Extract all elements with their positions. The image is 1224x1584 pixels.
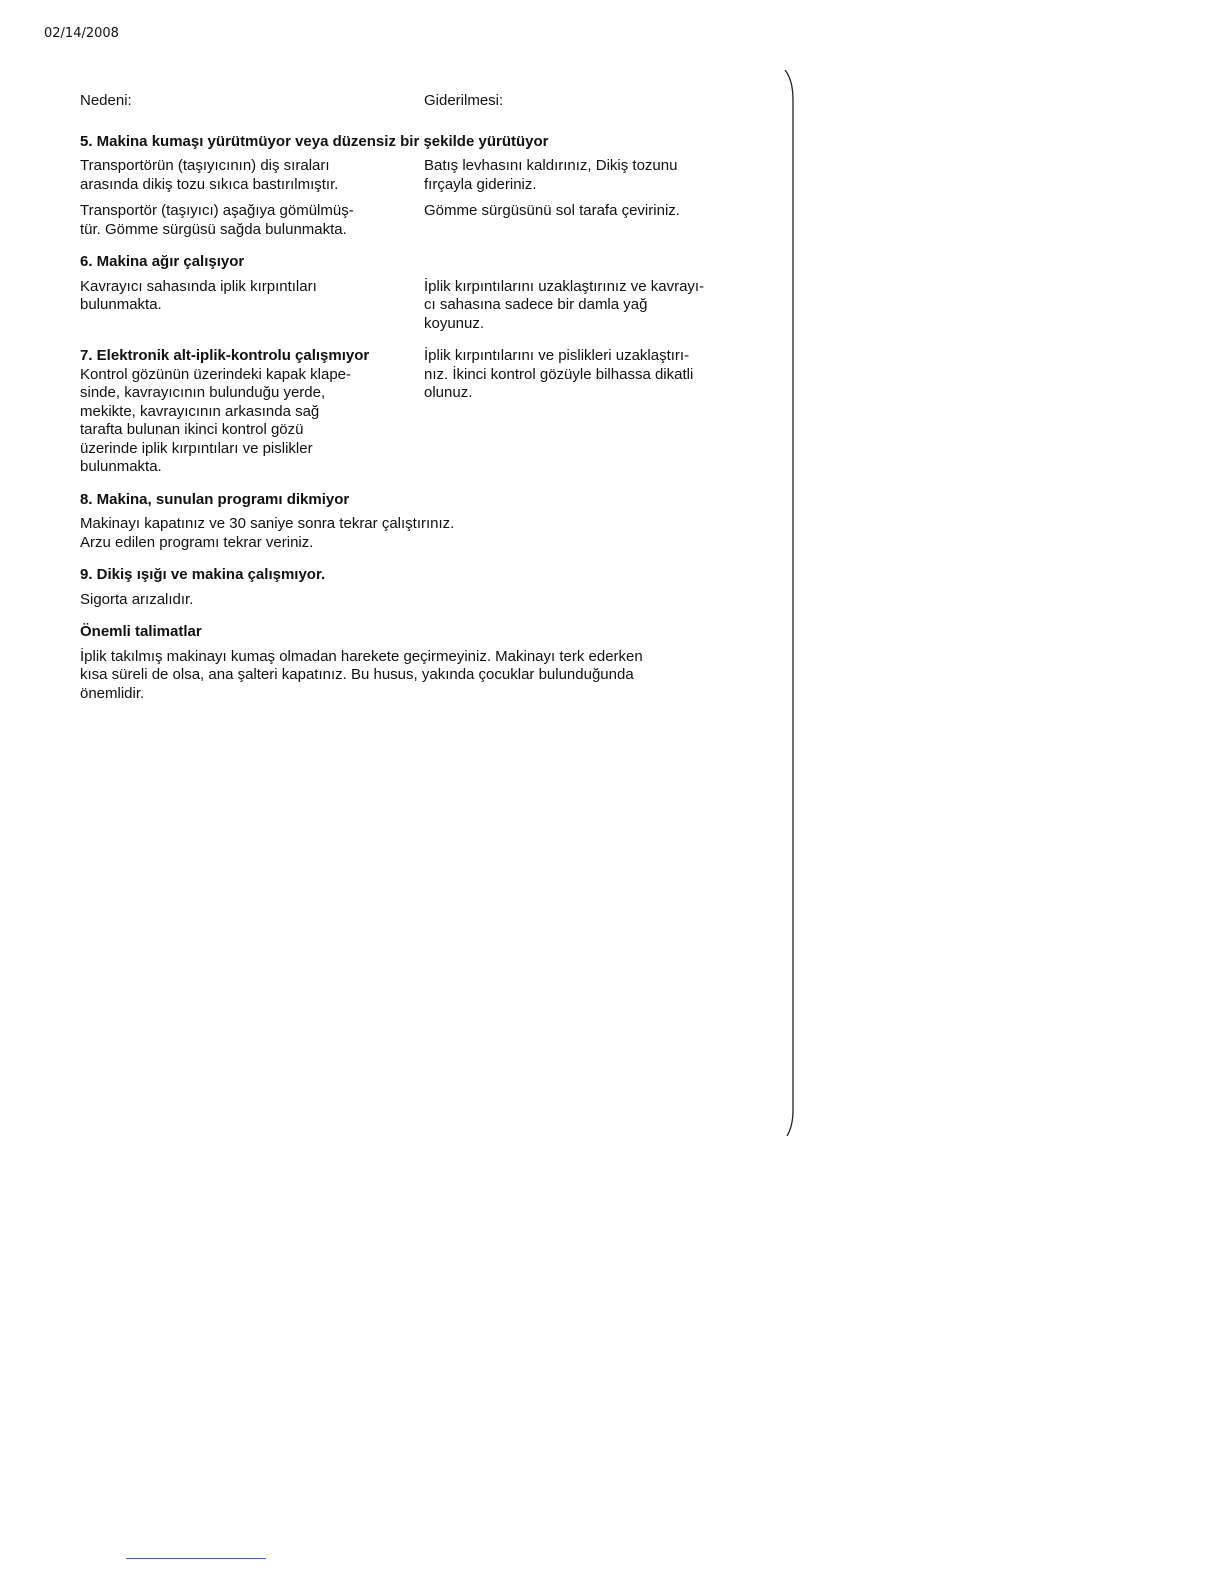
troubleshooting-table xyxy=(80,92,770,717)
section-9-text: Sigorta arızalıdır. xyxy=(80,590,194,608)
section-5-row xyxy=(80,202,770,239)
section-7 xyxy=(80,347,770,477)
section-5 xyxy=(80,133,770,240)
margin-bracket-line xyxy=(779,70,799,1136)
cause-text: Transportör (taşıyıcı) aşağıya gömülmüş- tür. Gömme sürgüsü sağda bulunmakta. xyxy=(80,202,354,238)
remedy-text: Batış levhasını kaldırınız, Dikiş tozunu fırçayla gideriniz. xyxy=(424,157,678,193)
section-8-title: 8. Makina, sunulan programı dikmiyor xyxy=(80,490,350,508)
important-notes xyxy=(80,623,770,703)
section-7-row xyxy=(80,347,770,477)
cause-text: Kavrayıcı sahasında iplik kırpıntıları bulunmakta. xyxy=(80,277,317,313)
cause-column-header: Nedeni: xyxy=(80,92,132,109)
remedy-text: Gömme sürgüsünü sol tarafa çeviriniz. xyxy=(424,202,680,219)
remedy-column-header: Giderilmesi: xyxy=(424,92,504,109)
section-6-title: 6. Makina ağır çalışıyor xyxy=(80,253,245,270)
cause-text: Kontrol gözünün üzerindeki kapak klape- sinde, kavrayıcının bulunduğu yerde, mekikte, kavrayıcının arkasında sağ tarafta bulunan ikinci kontrol gözü üzerinde iplik kırpıntıları ve pislikler bulunmakta. xyxy=(80,365,352,475)
section-5-title: 5. Makina kumaşı yürütmüyor veya düzensiz bir şekilde yürütüyor xyxy=(80,132,549,150)
important-notes-title: Önemli talimatlar xyxy=(80,623,202,640)
document-date: 02/14/2008 xyxy=(44,26,119,41)
section-8-text: Makinayı kapatınız ve 30 saniye sonra tekrar çalıştırınız. Arzu edilen programı tekrar veriniz. xyxy=(80,515,455,551)
section-9-title: 9. Dikiş ışığı ve makina çalışmıyor. xyxy=(80,566,326,583)
section-9 xyxy=(80,566,770,609)
cause-text: Transportörün (taşıyıcının) diş sıraları arasında dikiş tozu sıkıca bastırılmıştır. xyxy=(80,157,339,193)
column-headers xyxy=(80,92,770,111)
important-notes-text: İplik takılmış makinayı kumaş olmadan harekete geçirmeyiniz. Makinayı terk ederken kısa süreli de olsa, ana şalteri kapatınız. Bu husus, yakında çocuklar bulunduğunda önemlidir. xyxy=(80,647,643,702)
remedy-text: İplik kırpıntılarını uzaklaştırınız ve kavrayı- cı sahasına sadece bir damla yağ koyunuz. xyxy=(424,277,705,332)
footer-divider xyxy=(126,1558,266,1559)
section-6 xyxy=(80,253,770,333)
section-6-row xyxy=(80,278,770,334)
section-5-row xyxy=(80,157,770,194)
remedy-text: İplik kırpıntılarını ve pislikleri uzaklaştırı- nız. İkinci kontrol gözüyle bilhassa dikatli olunuz. xyxy=(424,347,694,401)
section-7-title: 7. Elektronik alt-iplik-kontrolu çalışmıyor xyxy=(80,347,370,364)
section-8 xyxy=(80,491,770,553)
